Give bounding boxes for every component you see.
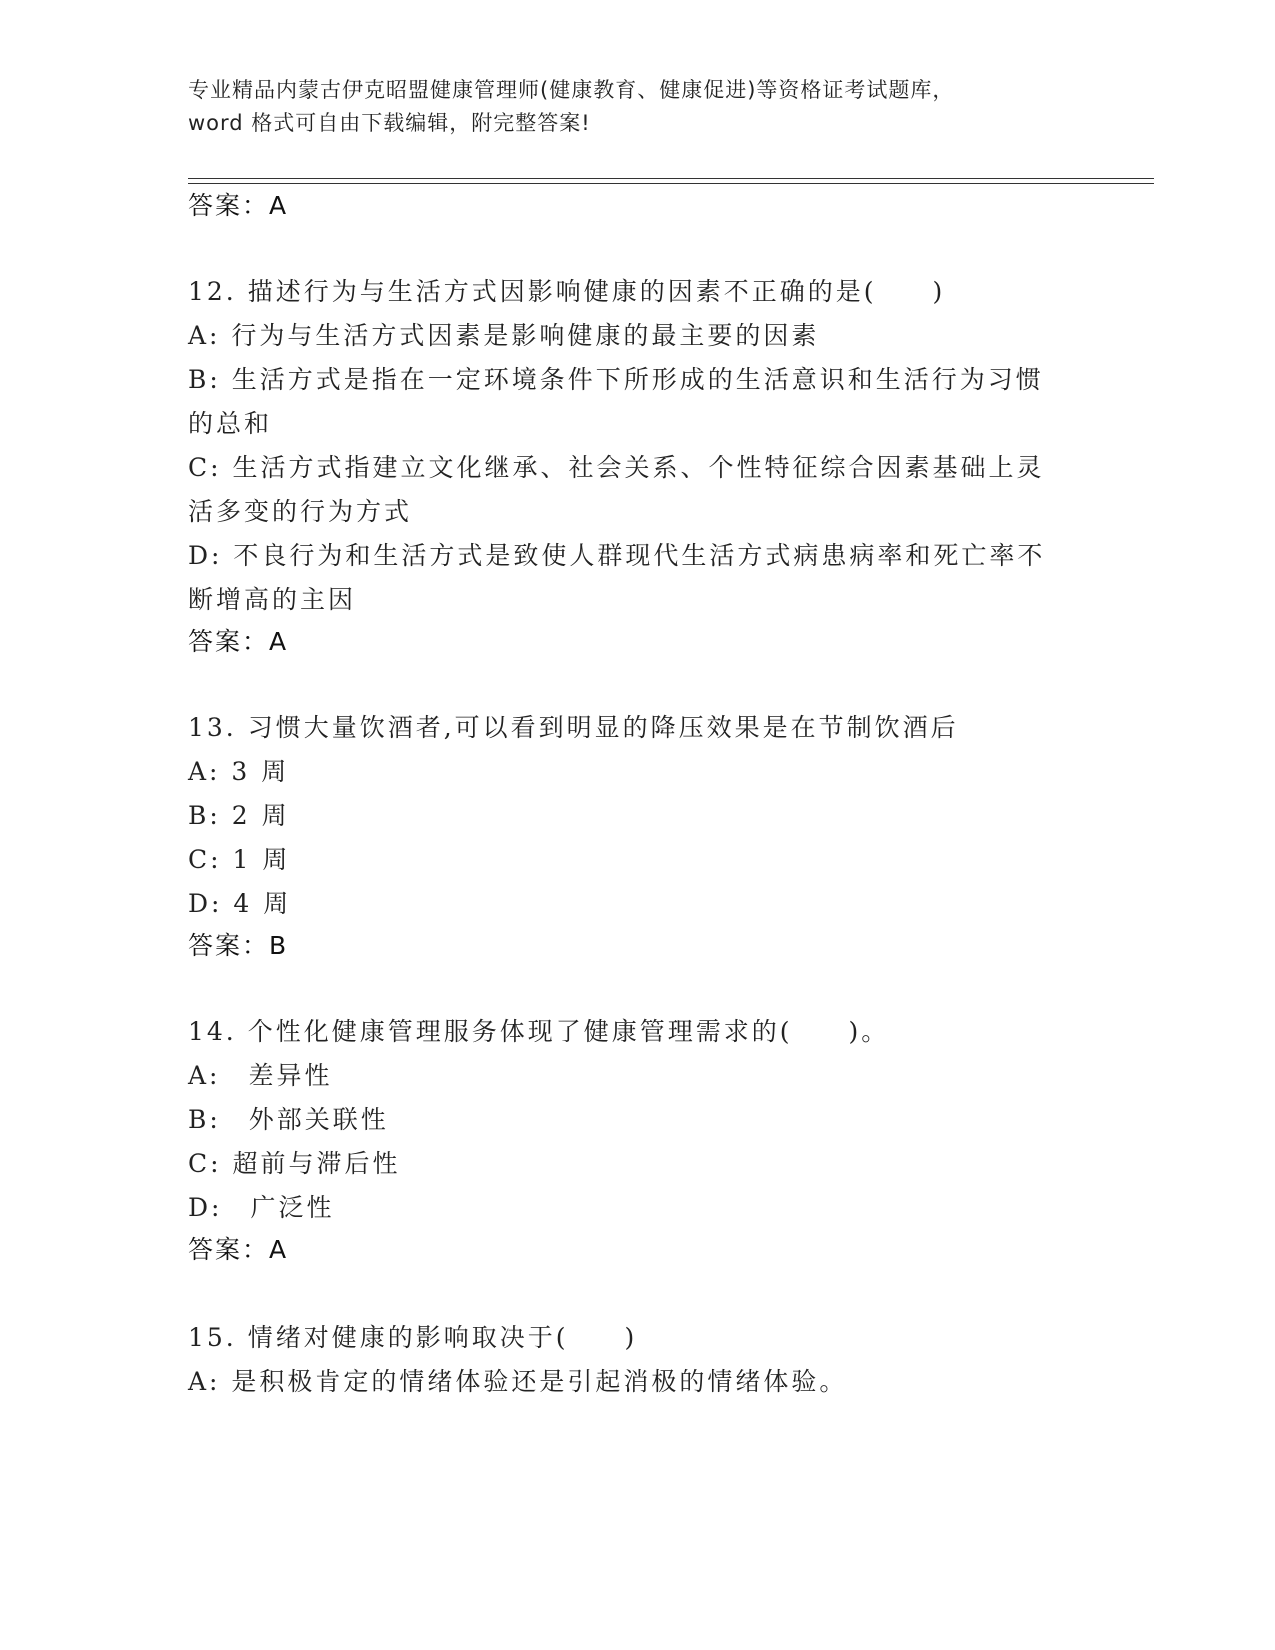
question-12-answer: 答案：A	[188, 627, 289, 656]
question-13-option-b: B: 2 周	[188, 801, 290, 830]
question-14-option-c: C: 超前与滞后性	[188, 1149, 401, 1178]
question-12-option-a: A: 行为与生活方式因素是影响健康的最主要的因素	[188, 321, 820, 350]
header-divider-bottom	[188, 183, 1154, 184]
header-title-line-1: 专业精品内蒙古伊克昭盟健康管理师(健康教育、健康促进)等资格证考试题库，	[188, 78, 955, 102]
question-12-option-c-line-1: C: 生活方式指建立文化继承、社会关系、个性特征综合因素基础上灵	[188, 453, 1045, 482]
header-divider-top	[188, 178, 1154, 179]
question-12-stem: 12. 描述行为与生活方式因影响健康的因素不正确的是( )	[188, 277, 946, 306]
header-title-line-2: word 格式可自由下载编辑，附完整答案!	[188, 111, 591, 135]
question-12-option-b-line-1: B: 生活方式是指在一定环境条件下所形成的生活意识和生活行为习惯	[188, 365, 1044, 394]
answer-q11: 答案：A	[188, 191, 289, 220]
question-14-stem: 14. 个性化健康管理服务体现了健康管理需求的( )。	[188, 1017, 890, 1046]
document-header	[188, 74, 1088, 140]
question-13-option-d: D: 4 周	[188, 889, 292, 918]
question-15-stem: 15. 情绪对健康的影响取决于( )	[188, 1323, 638, 1352]
question-14-option-b: B: 外部关联性	[188, 1105, 389, 1134]
question-12-option-c-line-2: 活多变的行为方式	[188, 497, 413, 526]
question-12-option-d-line-2: 断增高的主因	[188, 585, 357, 614]
question-13-option-a: A: 3 周	[188, 757, 290, 786]
question-12-option-b-line-2: 的总和	[188, 409, 273, 438]
question-14-option-d: D: 广泛性	[188, 1193, 335, 1222]
question-15-option-a: A: 是积极肯定的情绪体验还是引起消极的情绪体验。	[188, 1367, 848, 1396]
question-13-answer: 答案：B	[188, 931, 289, 960]
question-13-stem: 13. 习惯大量饮酒者,可以看到明显的降压效果是在节制饮酒后	[188, 713, 959, 742]
question-12-option-d-line-1: D: 不良行为和生活方式是致使人群现代生活方式病患病率和死亡率不	[188, 541, 1046, 570]
question-13-option-c: C: 1 周	[188, 845, 291, 874]
question-14-option-a: A: 差异性	[188, 1061, 333, 1090]
question-14-answer: 答案：A	[188, 1235, 289, 1264]
